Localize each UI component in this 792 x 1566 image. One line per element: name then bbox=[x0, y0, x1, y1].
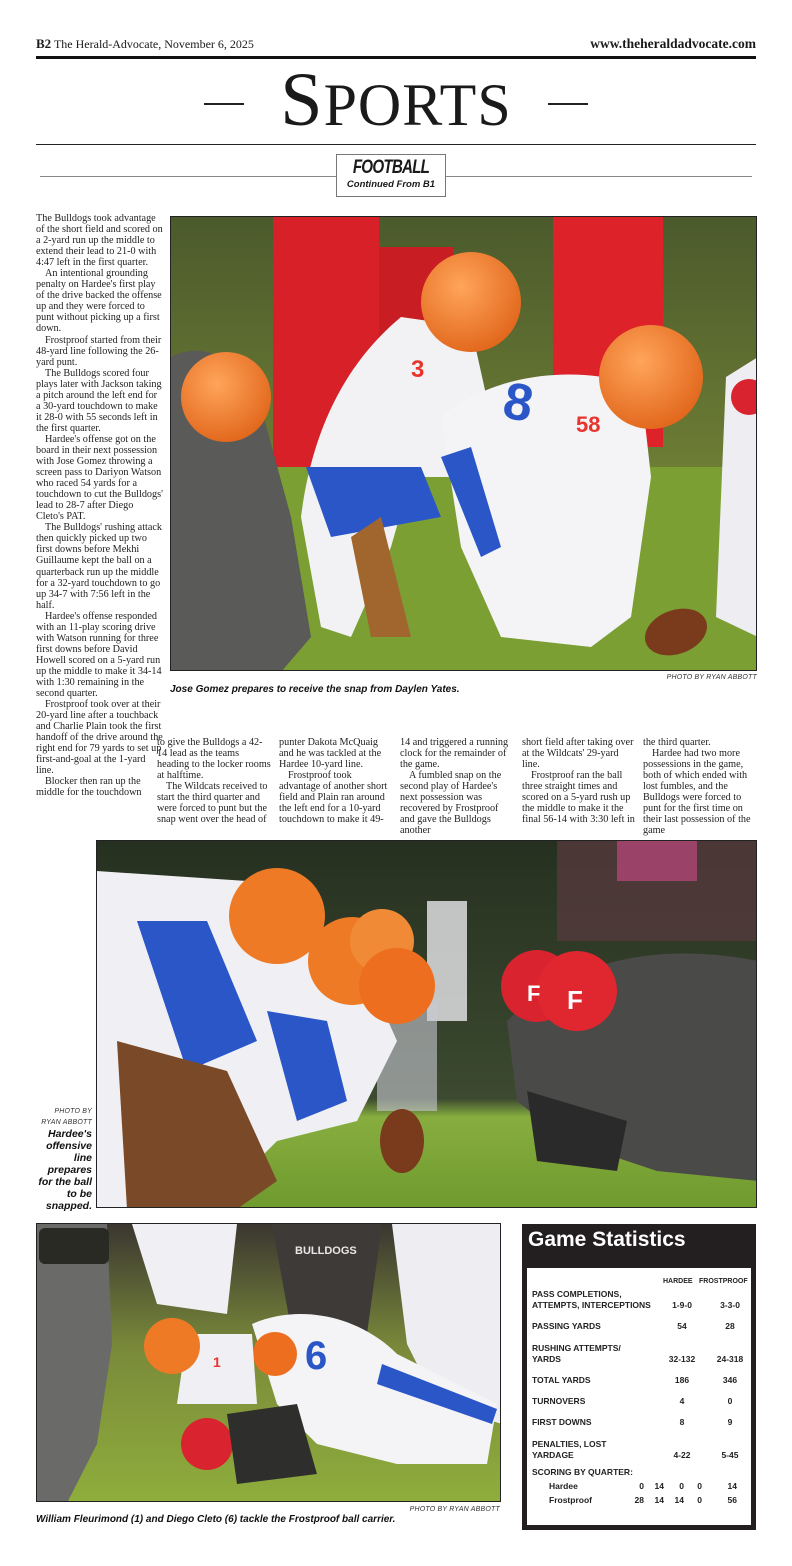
tackle-photo bbox=[37, 1224, 501, 1502]
svg-text:1: 1 bbox=[213, 1354, 221, 1370]
stats-row-penalties: PENALTIES, LOST YARDAGE 4-22 5-45 bbox=[532, 1439, 739, 1460]
paragraph: An intentional grounding penalty on Hardee's first play of the drive backed the offense up and they were forced to punt without picking up a first down. bbox=[36, 268, 162, 335]
stats-row-pass-completions: PASS COMPLETIONS, ATTEMPTS, INTERCEPTIONS 1-9-0 3-3-0 bbox=[532, 1289, 740, 1310]
paragraph: to give the Bulldogs a 42-14 lead as the teams heading to the locker rooms at halftime. bbox=[157, 737, 271, 782]
paragraph: Frostproof started from their 48-yard line following the 26-yard punt. bbox=[36, 334, 162, 368]
svg-text:58: 58 bbox=[576, 412, 601, 437]
svg-text:F: F bbox=[527, 981, 541, 1006]
jump-continued: Continued From B1 bbox=[346, 179, 436, 190]
stats-column-hardee: HARDEE bbox=[663, 1278, 693, 1285]
article-column-2 bbox=[157, 737, 272, 825]
section-rule bbox=[36, 144, 756, 145]
photo-credit: PHOTO BY RYAN ABBOTT bbox=[409, 1506, 500, 1513]
scoring-row-hardee: Hardee 0 14 0 0 14 bbox=[549, 1481, 737, 1491]
paragraph: Frostproof ran the ball three straight times and scored on a 5-yard rush up the middle to make it the final 56-14 with 3:30 left in bbox=[522, 770, 635, 826]
website-link[interactable]: www.theheraldadvocate.com bbox=[590, 36, 756, 51]
svg-text:F: F bbox=[567, 985, 583, 1015]
paragraph: The Bulldogs' rushing attack then quickly picked up two first downs before Mekhi Guillaume kept the ball on a quarterback run up the middle for a 32-yard touchdown to go up 34-7 with 7:56 left in the half. bbox=[36, 522, 162, 611]
paragraph: 14 and triggered a running clock for the remainder of the game. bbox=[400, 737, 509, 771]
photo-caption: Hardee's offensive line prepares for the ball to be snapped. bbox=[38, 1128, 92, 1212]
jump-head bbox=[336, 154, 446, 197]
football-snap-photo bbox=[171, 217, 757, 671]
svg-text:3: 3 bbox=[411, 356, 425, 383]
svg-text:BULLDOGS: BULLDOGS bbox=[295, 1245, 357, 1257]
svg-text:6: 6 bbox=[305, 1334, 328, 1378]
stats-row-rushing: RUSHING ATTEMPTS/ YARDS 32-132 24-318 bbox=[532, 1343, 744, 1364]
stats-table bbox=[527, 1268, 751, 1525]
stats-column-frostproof: FROSTPROOF bbox=[699, 1278, 748, 1285]
jump-rule-right bbox=[446, 176, 752, 177]
stats-title: Game Statistics bbox=[528, 1228, 686, 1251]
stats-row-first-downs: FIRST DOWNS 8 9 bbox=[532, 1416, 733, 1427]
photo-credit: PHOTO BY RYAN ABBOTT bbox=[666, 674, 757, 681]
paragraph: Blocker then ran up the middle for the touchdown bbox=[36, 776, 142, 799]
paragraph: the third quarter. bbox=[643, 737, 711, 748]
photo-tackle bbox=[36, 1223, 501, 1502]
paragraph: Frostproof took over at their 20-yard line after a touchback and Charlie Plain took the first handoff of the drive around the right end for 79 yards to set up first-and-goal at the 1-yard line. bbox=[36, 699, 163, 777]
jump-rule-left bbox=[40, 176, 336, 177]
stats-row-turnovers: TURNOVERS 4 0 bbox=[532, 1395, 733, 1406]
article-column-3 bbox=[279, 737, 394, 825]
photo-credit: PHOTO BY RYAN ABBOTT bbox=[41, 1108, 92, 1126]
photo-snap bbox=[170, 216, 757, 671]
scoring-row-frostproof: Frostproof 28 14 14 0 56 bbox=[549, 1495, 737, 1505]
paragraph: The Bulldogs took advantage of the short field and scored on a 2-yard run up the middle to extend their lead to 21-0 with 4:47 left in the first quarter. bbox=[36, 213, 163, 269]
paragraph: Frostproof took advantage of another short field and Plain ran around the left end for a 10-yard touchdown to make it 49- bbox=[279, 770, 388, 826]
section-title-rest: PORTS bbox=[323, 72, 512, 138]
photo-caption: Jose Gomez prepares to receive the snap from Daylen Yates. bbox=[170, 684, 460, 695]
paragraph: Hardee's offense got on the board in their next possession with Jose Gomez throwing a screen pass to Dariyon Watson who raced 54 yards for a touchdown to cut the Bulldogs' lead to 28-7 after Diego Cleto's PAT. bbox=[36, 433, 163, 523]
paper-date: The Herald-Advocate, November 6, 2025 bbox=[53, 37, 254, 51]
svg-text:8: 8 bbox=[498, 371, 538, 434]
line-of-scrimmage-photo bbox=[97, 841, 757, 1208]
dash-right bbox=[548, 103, 588, 105]
article-column-1 bbox=[36, 213, 163, 798]
jump-kicker: FOOTBALL bbox=[352, 157, 430, 178]
article-column-5 bbox=[522, 737, 637, 825]
paragraph: short field after taking over at the Wildcats' 29-yard line. bbox=[522, 737, 634, 771]
paragraph: The Wildcats received to start the third quarter and were forced to punt but the snap went over the head of bbox=[157, 781, 268, 826]
photo-caption: William Fleurimond (1) and Diego Cleto (6) tackle the Frostproof ball carrier. bbox=[36, 1514, 396, 1525]
page-number: B2 bbox=[36, 36, 52, 51]
game-statistics-box bbox=[522, 1224, 756, 1530]
stats-row-total-yards: TOTAL YARDS 186 346 bbox=[532, 1374, 738, 1385]
paragraph: punter Dakota McQuaig and he was tackled at the Hardee 10-yard line. bbox=[279, 737, 382, 771]
paragraph: Hardee had two more possessions in the game, both of which ended with lost fumbles, and the Bulldogs were forced to punt for the first time on their last possession of the game bbox=[643, 748, 751, 837]
folio bbox=[36, 36, 254, 52]
section-title bbox=[36, 58, 756, 142]
paragraph: Hardee's offense responded with an 11-play scoring drive with Watson running for three first downs before David Howell scored on a 5-yard run up the middle to make it 34-14 with 1:30 remaining in the second quarter. bbox=[36, 610, 162, 700]
article-column-4 bbox=[400, 737, 515, 836]
section-title-initial: S bbox=[280, 58, 324, 142]
paragraph: The Bulldogs scored four plays later with Jackson taking a pitch around the left end for a 30-yard touchdown to make it 28-0 with 55 seconds left in the first quarter. bbox=[36, 367, 162, 434]
scoring-by-quarter-label: SCORING BY QUARTER: bbox=[532, 1466, 633, 1477]
photo-line-of-scrimmage bbox=[96, 840, 757, 1208]
dash-left bbox=[204, 103, 244, 105]
stats-row-passing-yards: PASSING YARDS 54 28 bbox=[532, 1320, 735, 1331]
article-column-6 bbox=[643, 737, 759, 836]
paragraph: A fumbled snap on the second play of Hardee's next possession was recovered by Frostproof and gave the Bulldogs another bbox=[400, 770, 502, 837]
